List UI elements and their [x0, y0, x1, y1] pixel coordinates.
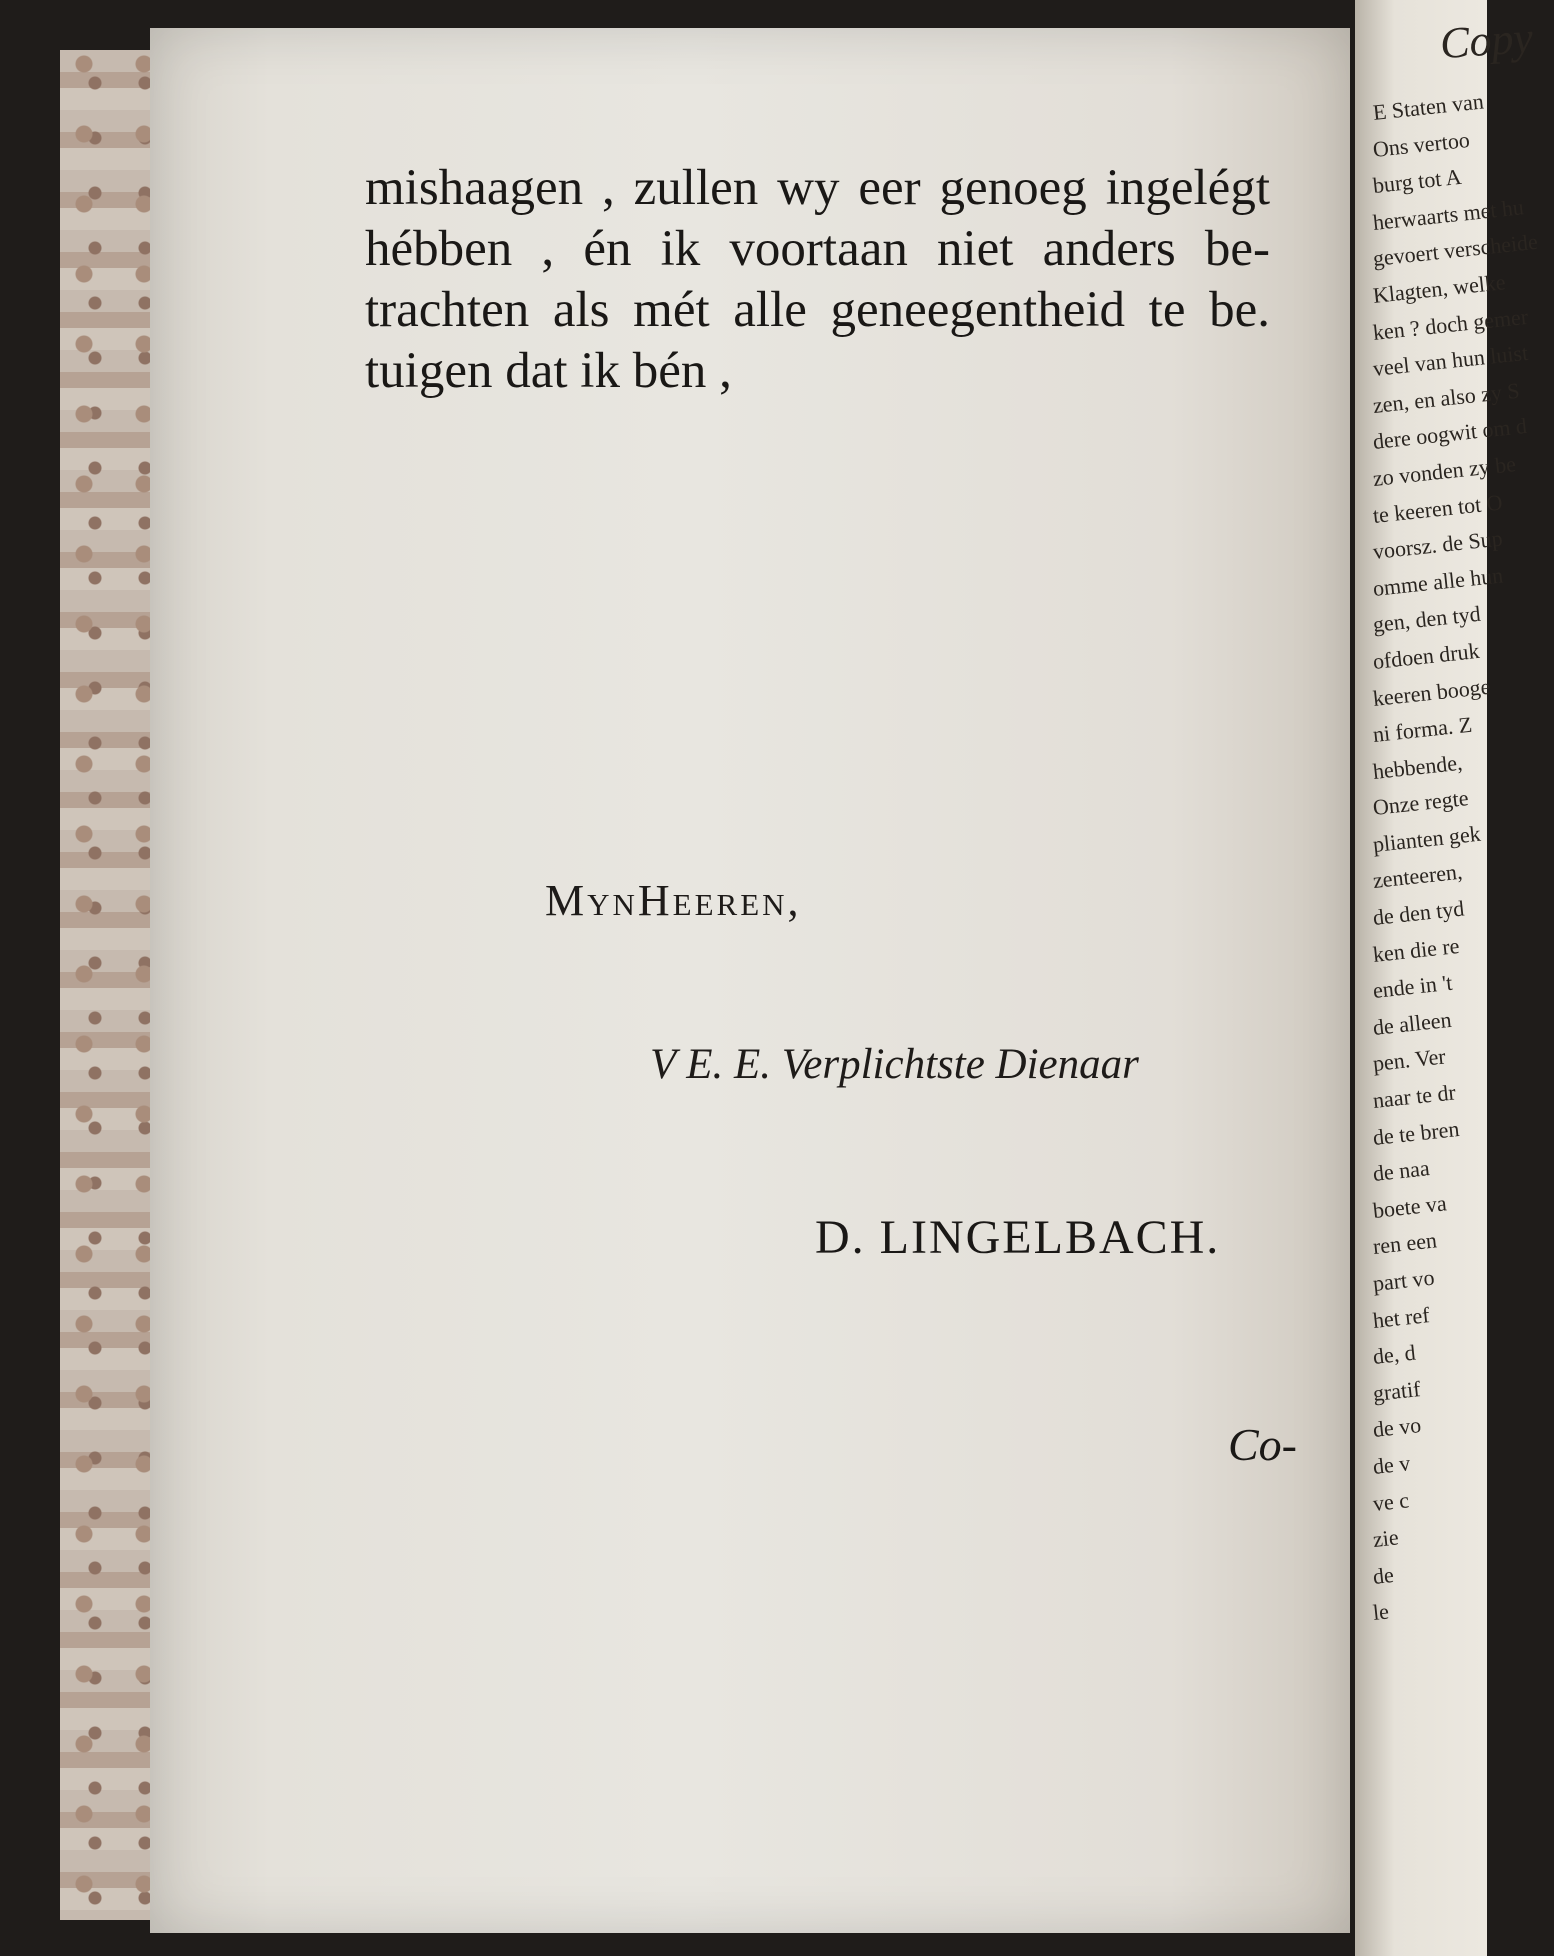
facing-page-line: de alleen [1371, 1006, 1453, 1040]
facing-page-line: le [1371, 1598, 1391, 1626]
facing-page-line: part vo [1371, 1264, 1436, 1296]
facing-page-line: ken ? doch gemer [1371, 303, 1530, 345]
body-line: trachten als mét alle geneegentheid te be. [365, 282, 1270, 338]
facing-page-line: pen. Ver [1371, 1043, 1447, 1077]
facing-page-line: veel van hun luist [1371, 339, 1530, 382]
facing-page-line: dere oogwit om d [1371, 413, 1528, 455]
facing-page-line: E Staten van [1371, 88, 1485, 125]
facing-page [1355, 0, 1539, 1956]
letter-closing-paragraph [365, 158, 1270, 402]
facing-page-line: de den tyd [1371, 895, 1466, 930]
facing-page-line: ni forma. Z [1371, 711, 1474, 748]
body-line: tuigen dat ik bén , [365, 343, 732, 399]
facing-page-line: ende in 't [1371, 969, 1454, 1004]
facing-page-line: voorsz. de Sup [1371, 525, 1504, 565]
facing-page-line: zen, en also zy S [1371, 377, 1521, 418]
facing-page-line: plianten gek [1371, 820, 1482, 857]
facing-page-line: de, d [1371, 1339, 1417, 1370]
facing-page-line: te keeren tot O [1371, 489, 1504, 528]
body-line: hébben , én ik voortaan niet anders be- [365, 221, 1270, 277]
facing-page-line: boete va [1371, 1190, 1448, 1223]
facing-page-line: het ref [1371, 1301, 1431, 1333]
facing-page-line: zie [1371, 1524, 1400, 1553]
facing-page-line: burg tot A [1371, 163, 1463, 199]
facing-page-line: de te bren [1371, 1115, 1461, 1150]
show-through-text [370, 290, 1310, 1710]
facing-page-line: ren een [1371, 1227, 1438, 1260]
facing-page-line: gratif [1371, 1375, 1422, 1406]
facing-page-line: herwaarts met hu [1371, 194, 1525, 235]
facing-page-header: Copy [1438, 12, 1535, 69]
catchword: Co- [1228, 1419, 1297, 1470]
body-line: mishaagen , zullen wy eer genoeg ingelégt [365, 160, 1270, 216]
facing-page-line: zo vonden zy be [1371, 451, 1517, 491]
facing-page-line: de naa [1371, 1155, 1431, 1187]
facing-page-line: naar te dr [1371, 1079, 1457, 1113]
facing-page-line: Ons vertoo [1371, 126, 1471, 162]
facing-page-line: ofdoen druk [1371, 637, 1481, 674]
facing-page-line: gevoert verscheide [1371, 229, 1539, 272]
signature-name: D. LINGELBACH. [815, 1211, 1221, 1264]
facing-page-line: omme alle hun [1371, 562, 1505, 601]
facing-page-line: zenteeren, [1371, 859, 1464, 894]
facing-page-line: Onze regte [1371, 785, 1470, 821]
facing-page-line: gen, den tyd [1371, 601, 1482, 638]
facing-page-line: ve c [1371, 1486, 1411, 1516]
facing-page-line: hebbende, [1371, 749, 1464, 784]
facing-page-line: de vo [1371, 1412, 1423, 1443]
facing-page-line: ken die re [1371, 932, 1461, 967]
facing-page-text [1371, 88, 1553, 1632]
valediction: V E. E. Verplichtste Dienaar [650, 1041, 1139, 1088]
facing-page-line: Klagten, welke [1371, 269, 1507, 308]
facing-page-line: keeren booge [1371, 673, 1492, 711]
facing-page-line: de [1371, 1561, 1395, 1589]
facing-page-line: de v [1371, 1450, 1412, 1479]
salutation: MynHeeren, [545, 876, 802, 925]
